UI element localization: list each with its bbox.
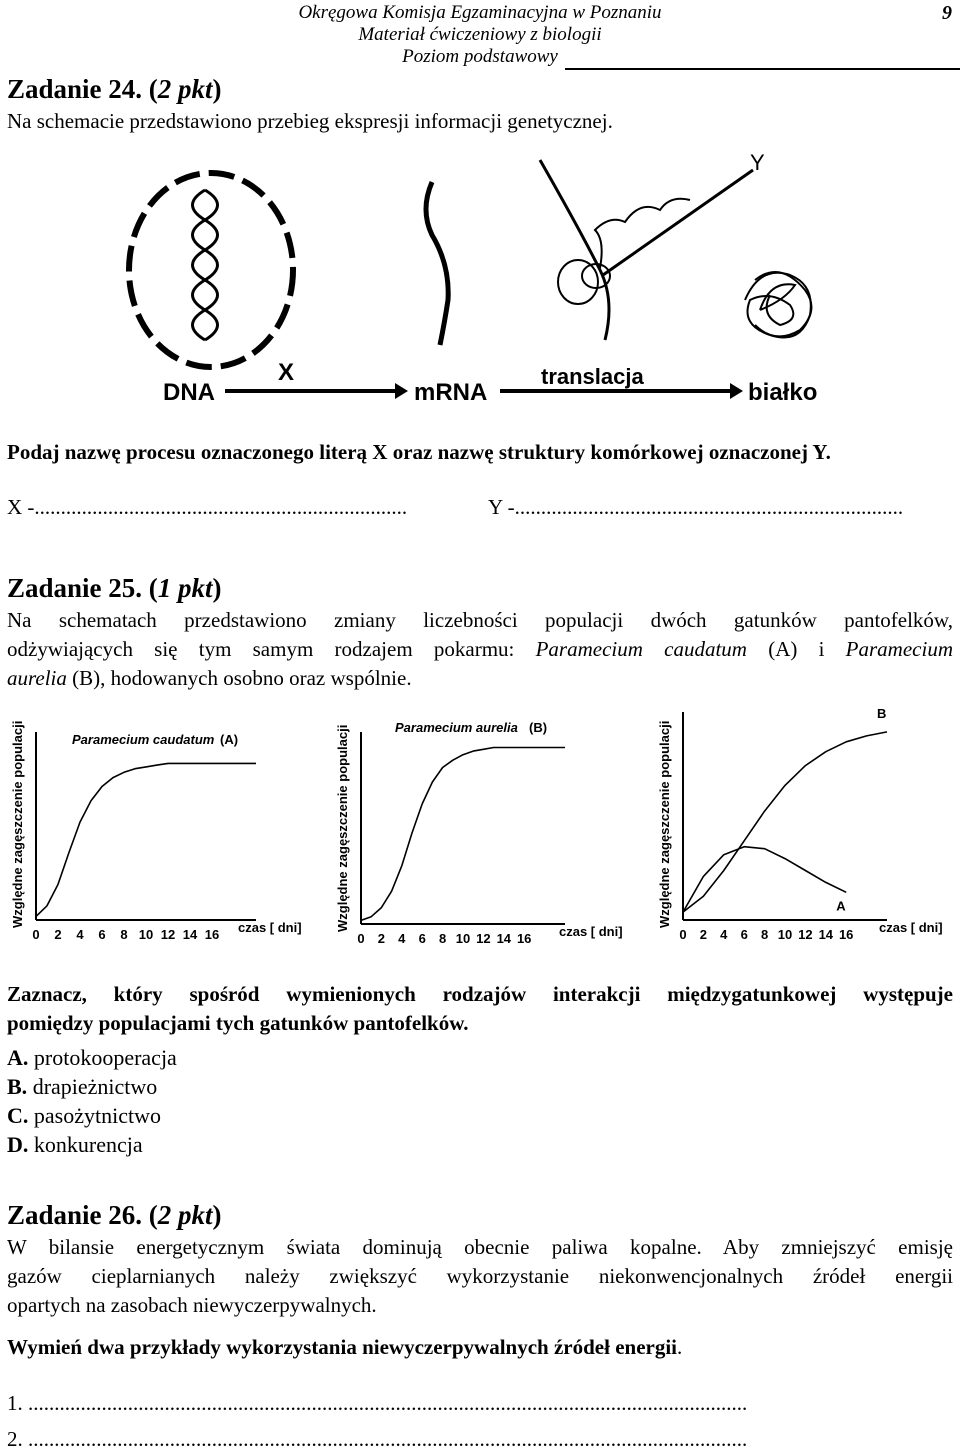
chart-a-series-0-line [36,763,256,916]
label-bialko: białko [748,379,818,406]
chart-c-series-A-line [683,847,846,912]
option-b-letter: B. [7,1074,28,1099]
option-a-letter: A. [7,1045,29,1070]
option-c-text: pasożytnictwo [33,1103,161,1128]
task24-question: Podaj nazwę procesu oznaczonego literą X oraz nazwę struktury komórkowej oznaczonej Y. [7,440,831,464]
chart-c-x-tick-label: 6 [740,927,748,942]
chart-c-ylabel: Względne zagęszczenie populacji [657,720,672,928]
page-number: 9 [942,2,952,24]
option-a-text: protokooperacja [33,1045,177,1070]
protein-tangle [745,272,811,338]
chart-a-x-tick-label: 10 [138,927,154,942]
task26-answer-2[interactable]: 2. ......................................................................................................................................... [7,1427,748,1451]
task26-question-end: . [677,1335,683,1359]
task25-points-open: ( [148,573,158,603]
header-line-1: Okręgowa Komisja Egzaminacyjna w Poznaniu [298,2,662,23]
task25-intro-3: (B), hodowanych osobno oraz wspólnie. [66,666,412,690]
chart-a-title: Paramecium caudatum [72,732,215,747]
task25-intro-2b: (A) i [746,637,846,661]
chart-c-x-tick-label: 16 [838,927,854,942]
chart-c-x-tick-label: 10 [777,927,793,942]
chart-b-x-tick-label: 12 [476,931,491,946]
chart-paramecium-caudatum [10,702,330,952]
chart-b-xlabel: czas [ dni] [559,924,623,939]
chart-c-series-B-line [683,732,887,912]
option-b[interactable] [7,1074,157,1100]
chart-b-x-tick-label: 8 [438,931,447,946]
task24-title [7,74,222,105]
arrow-dna-mrna-head [395,383,408,399]
page-header [0,2,960,68]
task26-title [7,1200,222,1231]
header-line-3: Poziom podstawowy [402,46,558,67]
chart-b-series-0-line [361,748,565,921]
chart-c-x-tick-label: 4 [720,927,728,942]
task25-points-close: ) [212,573,222,603]
mrna-on-ribosome [540,160,609,340]
task25-question-line-2: pomiędzy populacjami tych gatunków pantofelków. [7,1011,469,1035]
task25-intro-2a: odżywiających się tym samym rodzajem pokarmu: [7,637,536,661]
arrow-mrna-bialko-head [730,383,743,399]
task26-question-text: Wymień dwa przykłady wykorzystania niewyczerpywalnych źródeł energii [7,1335,678,1359]
task25-question-line-1: Zaznacz, który spośród wymienionych rodzajów interakcji międzygatunkowej występuje [7,982,953,1006]
task24-points-close: ) [212,74,222,104]
chart-b-x-tick-label: 14 [496,931,512,946]
task26-intro-line-2: gazów cieplarnianych należy zwiększyć wykorzystanie niekonwencjonalnych źródeł energii [7,1264,953,1288]
task25-species-b-epithet: aurelia [7,666,67,690]
task24-answer-y: Y -.......................................................................... [488,495,904,519]
task26-points: 2 pkt [157,1200,213,1230]
task25-title-text: Zadanie 25. [7,573,143,603]
chart-c-x-tick-label: 0 [679,927,687,942]
chart-b-title: Paramecium aurelia [395,720,518,735]
chart-a-x-tick-label: 4 [76,927,84,942]
chart-c-series-label-B: B [877,705,887,721]
label-x: X [278,359,295,386]
chart-c-x-tick-label: 14 [818,927,834,942]
chart-b-x-tick-label: 6 [418,931,426,946]
chart-c-series-label-A: A [836,898,846,914]
chart-a-ylabel: Względne zagęszczenie populacji [10,720,25,928]
chart-b-x-tick-label: 16 [516,931,532,946]
chart-a-title-suffix: (A) [220,732,239,747]
task26-question [7,1333,682,1362]
task26-intro-line-1: W bilansie energetycznym świata dominują obecnie paliwa kopalne. Aby zmniejszyć emisję [7,1235,953,1259]
chart-a-x-tick-label: 14 [182,927,198,942]
task26-intro-line-3: opartych na zasobach niewyczerpywalnych. [7,1293,377,1317]
option-d-text: konkurencja [33,1132,143,1157]
task25-title [7,573,222,604]
task26-title-text: Zadanie 26. [7,1200,143,1230]
chart-b-x-tick-label: 4 [398,931,406,946]
chart-b-ylabel: Względne zagęszczenie populacji [335,724,350,932]
chart-a-x-tick-label: 8 [120,927,128,942]
option-c-letter: C. [7,1103,29,1128]
task25-points: 1 pkt [157,573,213,603]
task24-points-open: ( [148,74,158,104]
task26-points-close: ) [212,1200,222,1230]
polypeptide-chain [595,199,690,268]
header-rule [565,68,960,70]
label-mrna: mRNA [414,379,488,406]
task26-answer-1[interactable]: 1. ......................................................................................................................................... [7,1391,748,1415]
label-translacja: translacja [541,364,644,389]
ribosome-large-subunit [582,264,610,288]
chart-c-x-tick-label: 12 [798,927,813,942]
chart-b-title-suffix: (B) [529,720,548,735]
chart-a-x-tick-label: 6 [98,927,106,942]
chart-a-xlabel: czas [ dni] [238,920,302,935]
chart-c-xlabel: czas [ dni] [879,920,943,935]
header-line-2: Materiał ćwiczeniowy z biologii [358,24,602,45]
chart-b-x-tick-label: 10 [455,931,471,946]
task25-species-a: Paramecium caudatum [535,637,747,661]
label-y: Y [750,150,765,175]
chart-a-x-tick-label: 0 [32,927,40,942]
task25-species-b-genus: Paramecium [845,637,953,661]
option-c[interactable] [7,1103,161,1129]
task24-title-text: Zadanie 24. [7,74,143,104]
chart-mixed-culture [655,702,955,952]
chart-c-x-tick-label: 8 [760,927,769,942]
chart-c-x-tick-label: 2 [699,927,708,942]
task25-intro-line-1: Na schematach przedstawiono zmiany liczebności populacji dwóch gatunków pantofelków, [7,608,953,632]
chart-paramecium-aurelia [335,702,635,952]
task26-points-open: ( [148,1200,158,1230]
task24-answer-x: X -....................................................................... [7,495,408,519]
chart-a-x-tick-label: 12 [160,927,176,942]
gene-expression-diagram [0,140,960,420]
ribosome-small-subunit [558,260,598,304]
chart-b-x-tick-label: 0 [357,931,365,946]
mrna-strand [426,182,448,345]
label-dna: DNA [163,379,215,406]
task25-intro-line-3 [7,664,412,693]
chart-b-x-tick-label: 2 [377,931,386,946]
task24-intro: Na schemacie przedstawiono przebieg ekspresji informacji genetycznej. [7,109,613,133]
option-a[interactable] [7,1045,177,1071]
chart-a-x-tick-label: 2 [54,927,62,942]
nucleus-circle [129,173,293,367]
chart-a-x-tick-label: 16 [204,927,220,942]
option-d[interactable] [7,1132,143,1158]
option-b-text: drapieżnictwo [32,1074,158,1099]
task24-points: 2 pkt [157,74,213,104]
task25-intro-line-2 [7,635,953,664]
option-d-letter: D. [7,1132,29,1157]
